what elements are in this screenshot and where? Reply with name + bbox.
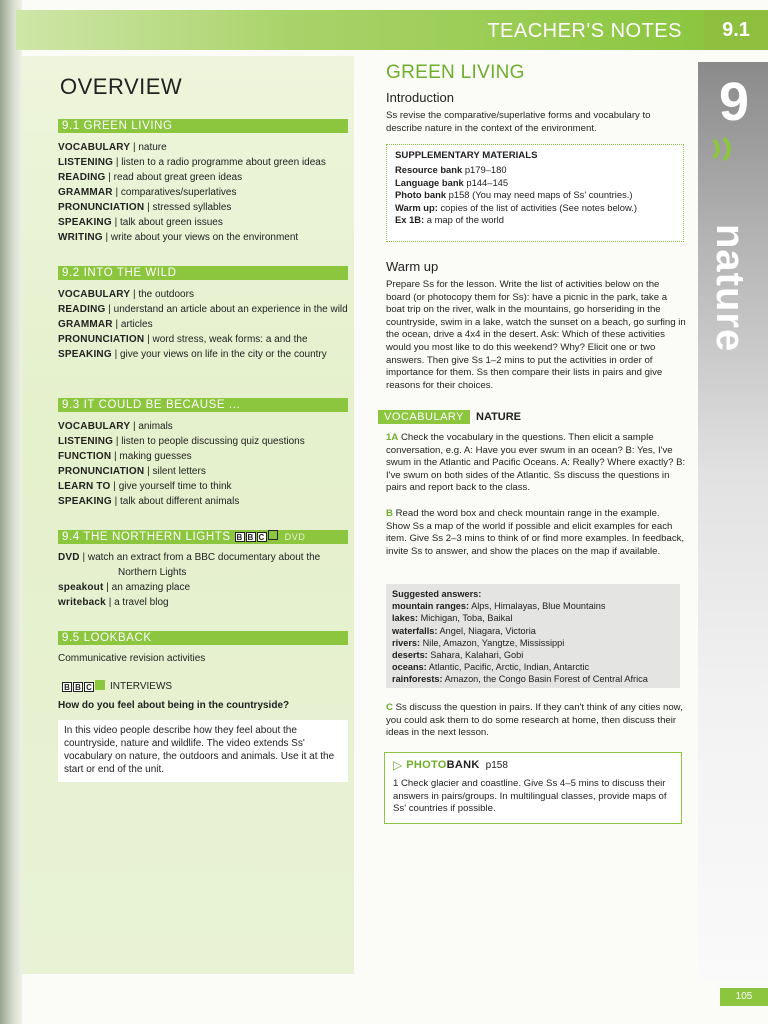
overview-section-list <box>58 140 350 245</box>
warmup-heading: Warm up <box>386 259 439 274</box>
answer-item: oceans: Atlantic, Pacific, Arctic, Indian, Antarctic <box>392 662 590 673</box>
overview-section-bar <box>58 631 348 645</box>
answer-item: lakes: Michigan, Toba, Baikal <box>392 613 513 624</box>
section-title: 9.1 GREEN LIVING <box>62 120 173 132</box>
photobank-page: p158 <box>485 759 508 771</box>
list-item: WRITING | write about your views on the environment <box>58 232 299 243</box>
lesson-title: GREEN LIVING <box>386 62 525 83</box>
dvd-tag: DVD <box>284 532 306 543</box>
exercise-c-label: C <box>386 702 393 713</box>
list-item: LEARN TO | give yourself time to think <box>58 481 232 492</box>
interviews-label: INTERVIEWS <box>110 681 173 692</box>
sound-wave-icon <box>708 136 756 162</box>
list-item: SPEAKING | talk about green issues <box>58 217 223 228</box>
photobank-heading <box>393 758 673 772</box>
list-item: LISTENING | listen to a radio programme about green ideas <box>58 157 326 168</box>
exercise-c <box>386 702 686 740</box>
exercise-1a-text: Check the vocabulary in the questions. Then elicit a sample conversation, e.g. A: Have you ever swum in an ocean? B: Yes, I've swum in the Atlantic and Pacific Oceans. A: Really? Where exactly? B: I've swum on both sides of the Atlantic. Ss discuss the questions in pairs and report back to the class. <box>386 432 686 494</box>
unit-side-tab <box>698 62 768 982</box>
answer-item: rainforests: Amazon, the Congo Basin Forest of Central Africa <box>392 674 648 685</box>
photobank-label: PHOTOBANK <box>406 759 480 771</box>
interviews-label-row <box>58 680 172 693</box>
list-item: PRONUNCIATION | silent letters <box>58 466 206 477</box>
list-item: Communicative revision activities <box>58 653 206 664</box>
list-item: GRAMMAR | comparatives/superlatives <box>58 187 237 198</box>
triangle-right-icon: ▷ <box>393 758 403 772</box>
overview-section-list <box>58 550 350 610</box>
interview-description: In this video people describe how they feel about the countryside, nature and wildlife. The video extends Ss' vocabulary on nature, the outdoors and animals. Use it at the start or end of the unit. <box>58 720 348 782</box>
list-item: READING | read about great green ideas <box>58 172 243 183</box>
interview-question: How do you feel about being in the countryside? <box>58 700 290 711</box>
overview-section-bar <box>58 398 348 412</box>
overview-section-list <box>58 419 350 509</box>
answer-item: mountain ranges: Alps, Himalayas, Blue Mountains <box>392 601 606 612</box>
answer-item: deserts: Sahara, Kalahari, Gobi <box>392 650 524 661</box>
list-item: writeback | a travel blog <box>58 597 169 608</box>
list-item: READING | understand an article about an experience in the wild <box>58 304 348 315</box>
bbc-logo-icon: B B C <box>62 680 106 693</box>
side-tab-unit-title: nature <box>708 224 752 353</box>
supplementary-rows <box>395 164 675 227</box>
list-item: LISTENING | listen to people discussing quiz questions <box>58 436 305 447</box>
list-item: VOCABULARY | nature <box>58 142 167 153</box>
section-title: 9.3 IT COULD BE BECAUSE ... <box>62 399 241 411</box>
supplementary-item: Ex 1B: a map of the world <box>395 214 504 225</box>
exercise-b-text: Read the word box and check mountain range in the example. Show Ss a map of the world if possible and elicit examples for each item. Give Ss 2–3 mins to think of or find more examples. In feedback, invite Ss to answer, and show the places on the map if available. <box>386 508 685 557</box>
section-title: 9.5 LOOKBACK <box>62 632 152 644</box>
section-title: 9.2 INTO THE WILD <box>62 267 177 279</box>
supplementary-item: Resource bank p179–180 <box>395 164 507 175</box>
answer-item: waterfalls: Angel, Niagara, Victoria <box>392 625 536 636</box>
page-number: 105 <box>720 988 768 1006</box>
bbc-logo-icon: B B C <box>235 530 279 544</box>
list-item: DVD | watch an extract from a BBC documentary about the Northern Lights <box>58 552 321 578</box>
list-item: SPEAKING | give your views on life in the city or the country <box>58 349 327 360</box>
side-tab-unit-number: 9 <box>718 72 750 132</box>
overview-title: OVERVIEW <box>60 74 183 99</box>
vocabulary-tag: VOCABULARY <box>378 410 470 424</box>
supplementary-materials-box <box>386 144 684 242</box>
section-title: 9.4 THE NORTHERN LIGHTS <box>62 531 231 544</box>
answers-title: Suggested answers: <box>392 589 482 599</box>
header-title: TEACHER'S NOTES <box>487 20 682 42</box>
list-item: GRAMMAR | articles <box>58 319 153 330</box>
supplementary-item: Warm up: copies of the list of activities (See notes below.) <box>395 201 637 213</box>
answer-rows <box>392 600 674 685</box>
vocabulary-topic: NATURE <box>476 411 522 423</box>
overview-section-list <box>58 287 350 362</box>
overview-section-bar <box>58 266 348 280</box>
photobank-box <box>384 752 682 824</box>
list-item: speakout | an amazing place <box>58 582 191 593</box>
list-item: VOCABULARY | animals <box>58 421 173 432</box>
overview-section-list <box>58 651 350 666</box>
suggested-answers-box <box>386 584 680 688</box>
exercise-b <box>386 508 686 558</box>
warmup-text: Prepare Ss for the lesson. Write the list of activities below on the board (or photocopy them for Ss): have a picnic in the park, take a boat trip on the river, walk in the mountains, go horseriding in the countryside, swim in a lake, watch the sunset on a beach, go surfing in the ocean, drive a 4x4 in the desert. Ask: Which of these activities would you most like to do this weekend? Why? Elicit one or two answers. Then give Ss 1–2 mins to put the activities in order of importance for them. Ss then compare their lists in pairs and give reasons for their choices. <box>386 279 686 391</box>
exercise-1a-label: 1A <box>386 432 399 443</box>
list-item: PRONUNCIATION | word stress, weak forms: a and the <box>58 334 308 345</box>
supplementary-item: Photo bank p158 (You may need maps of Ss' countries.) <box>395 189 633 200</box>
vocabulary-section-label <box>378 410 521 424</box>
overview-section-bar <box>58 530 348 544</box>
exercise-c-text: Ss discuss the question in pairs. If they can't think of any cities now, you could ask them to do some research at home, then discuss their ideas in the next lesson. <box>386 702 683 739</box>
list-item: FUNCTION | making guesses <box>58 451 192 462</box>
unit-number: 9.1 <box>704 10 768 50</box>
list-item: SPEAKING | talk about different animals <box>58 496 240 507</box>
exercise-b-label: B <box>386 508 393 519</box>
list-item: PRONUNCIATION | stressed syllables <box>58 202 232 213</box>
list-item: VOCABULARY | the outdoors <box>58 289 194 300</box>
photobank-text: 1 Check glacier and coastline. Give Ss 4–5 mins to discuss their answers in pairs/groups. In multilingual classes, provide maps of Ss' countries if possible. <box>393 778 667 815</box>
supplementary-title: SUPPLEMENTARY MATERIALS <box>395 150 538 161</box>
overview-section-bar <box>58 119 348 133</box>
intro-heading: Introduction <box>386 90 454 105</box>
exercise-1a <box>386 432 686 495</box>
answer-item: rivers: Nile, Amazon, Yangtze, Mississippi <box>392 637 565 648</box>
supplementary-item: Language bank p144–145 <box>395 176 509 188</box>
intro-text: Ss revise the comparative/superlative forms and vocabulary to describe nature in the context of the environment. <box>386 110 651 134</box>
book-spine-shadow <box>0 0 22 1024</box>
